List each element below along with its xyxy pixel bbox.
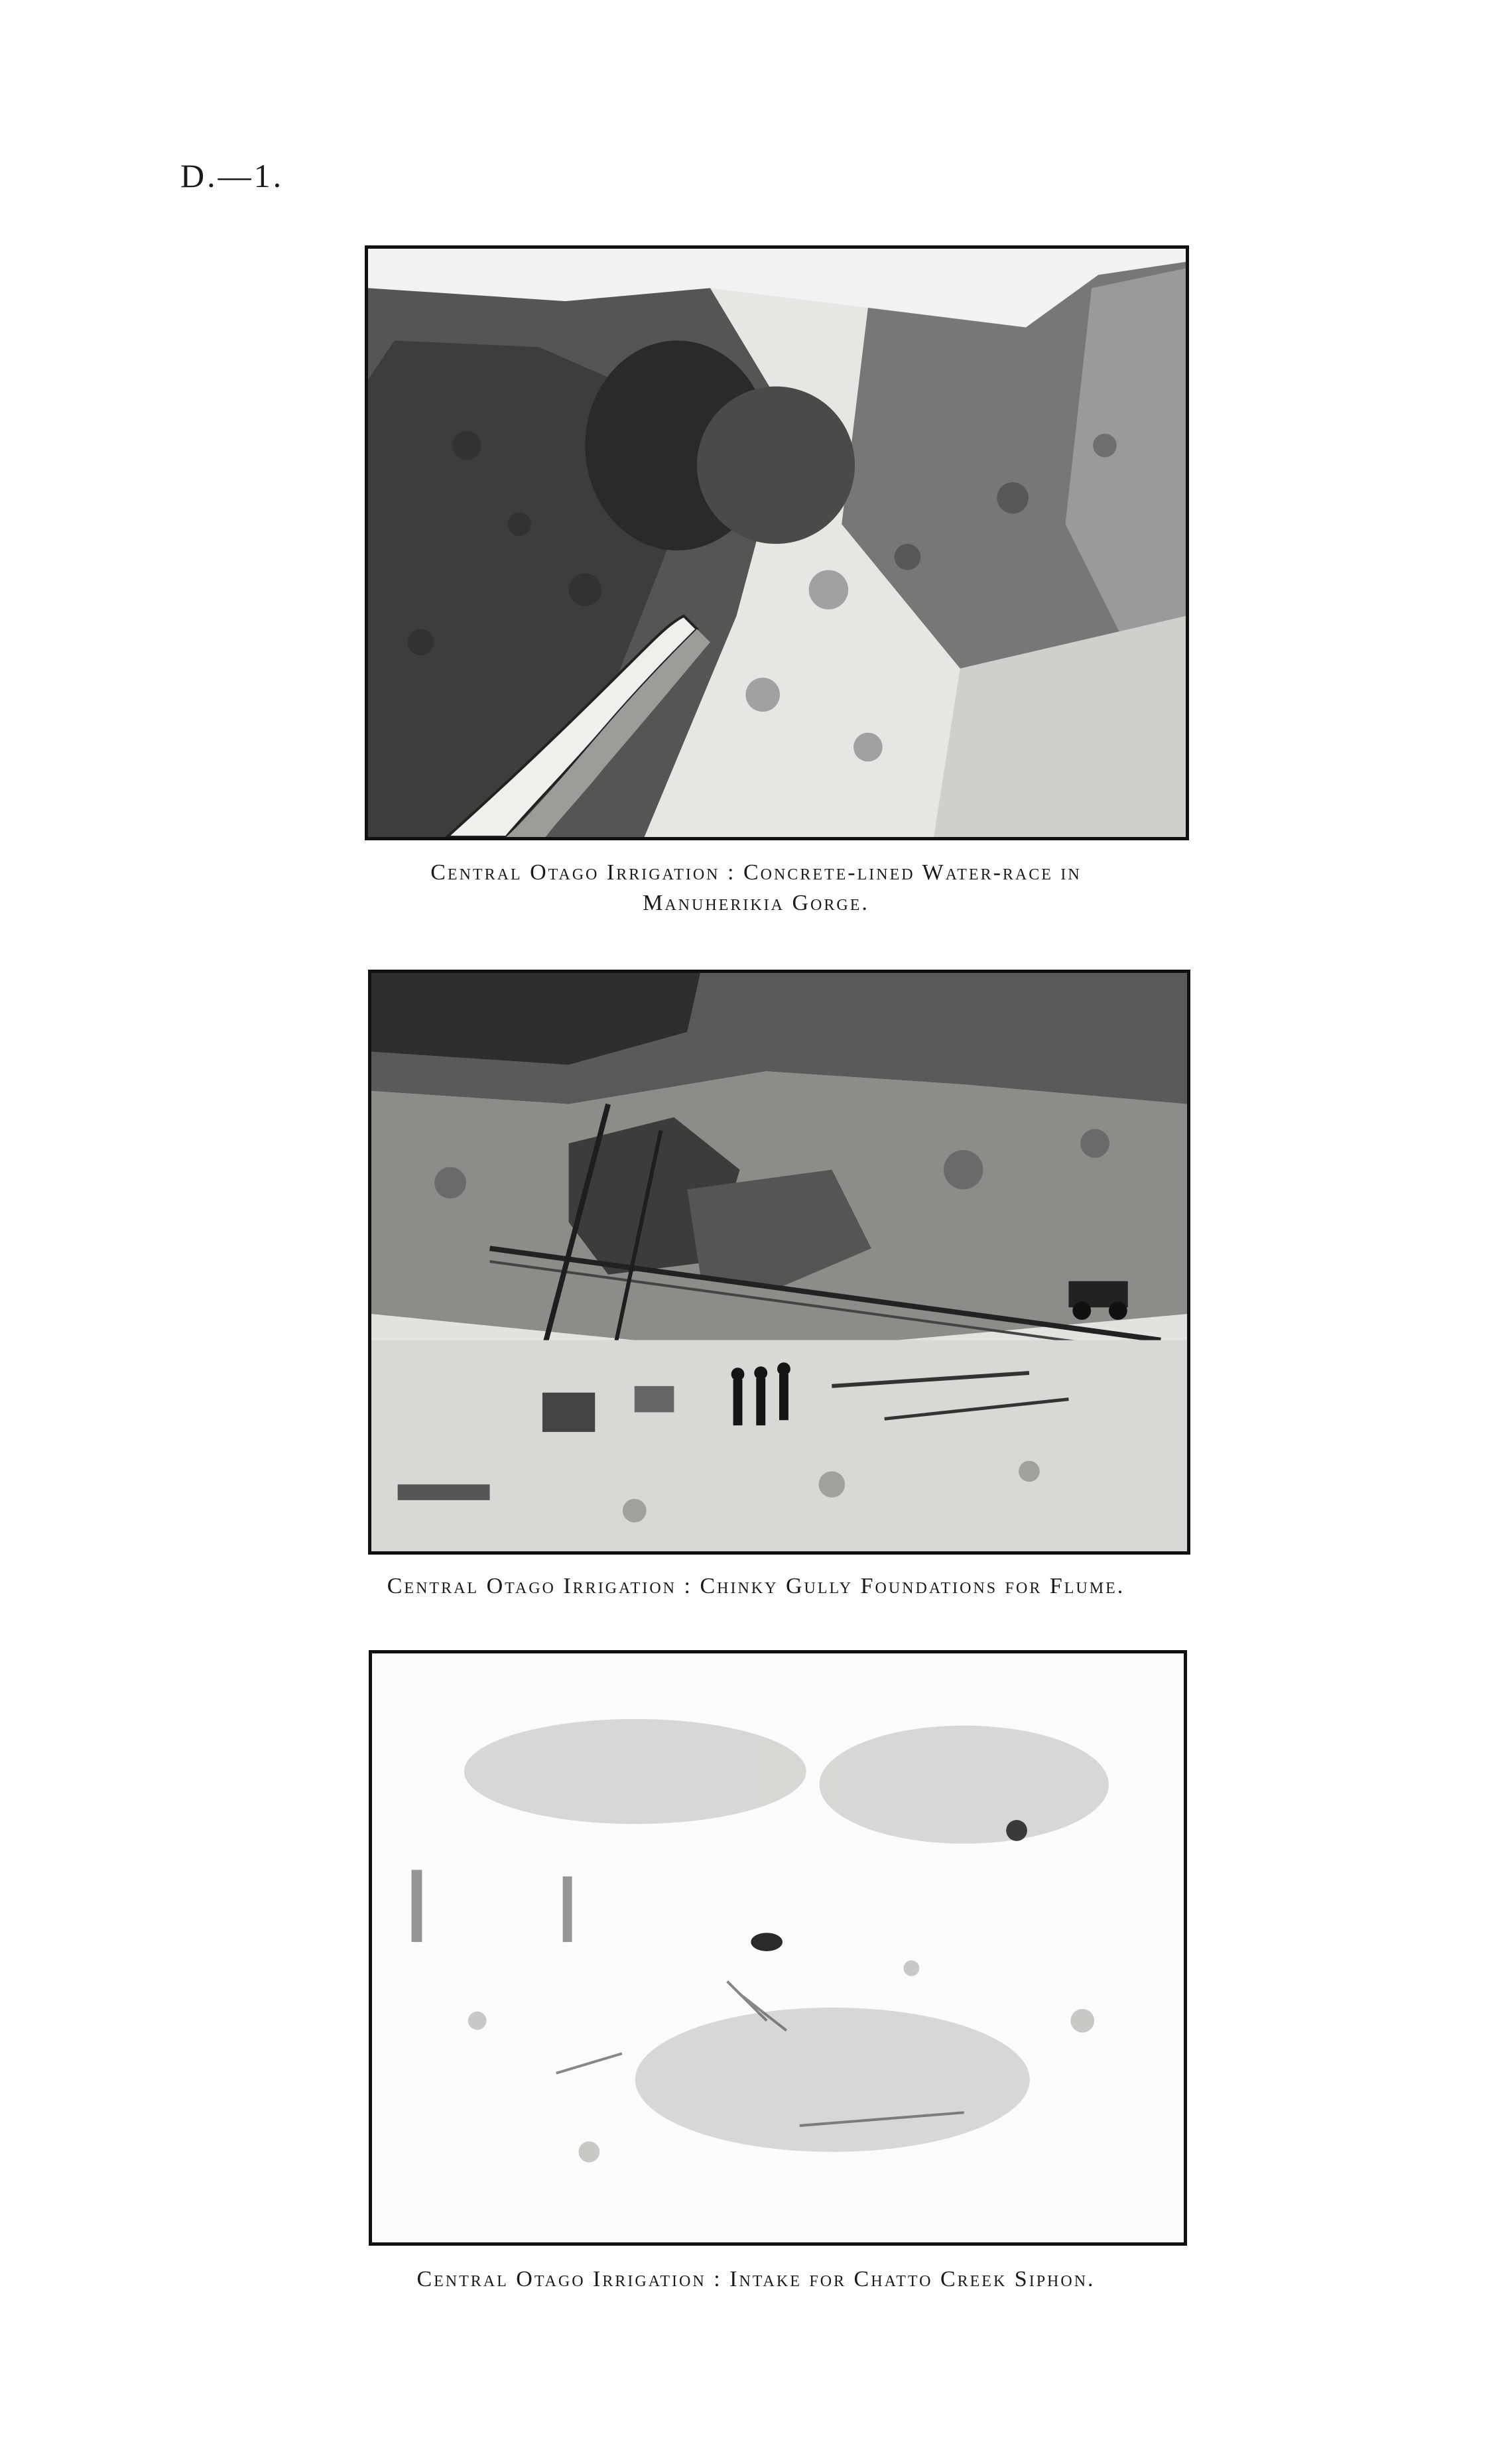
intake-photo-illustration (372, 1653, 1184, 2242)
caption-plate-3: Central Otago Irrigation : Intake for Chatto Creek Siphon. (416, 2267, 1096, 2291)
caption-plate-2: Central Otago Irrigation : Chinky Gully Foundations for Flume. (387, 1574, 1125, 1598)
caption-plate-1-line-2: Manuherikia Gorge. (643, 891, 869, 915)
caption-plate-1-line-1: Central Otago Irrigation : Concrete-lined Water-race in (430, 860, 1082, 885)
photo-water-race-gorge (365, 245, 1189, 840)
photo-flume-foundations (368, 970, 1190, 1555)
photo-siphon-intake (369, 1650, 1187, 2246)
gorge-photo-illustration (368, 249, 1186, 837)
page-reference: D.—1. (180, 157, 284, 194)
flume-photo-illustration (371, 973, 1187, 1551)
